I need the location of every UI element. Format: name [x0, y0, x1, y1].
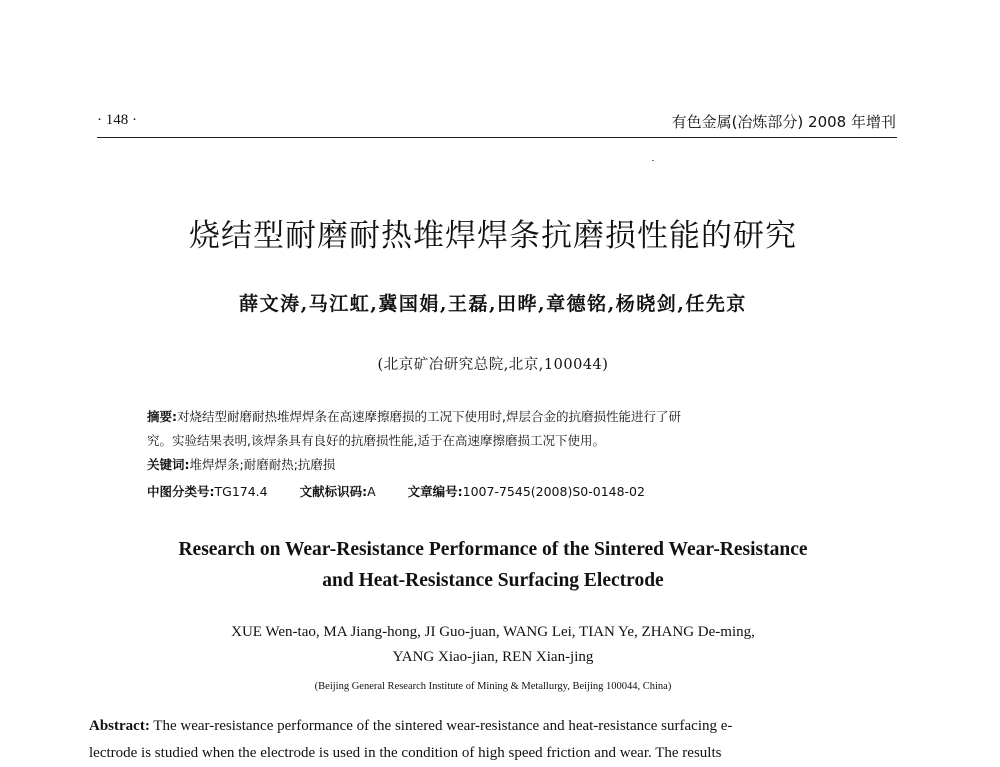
- english-abstract-line-2: lectrode is studied when the electrode is used in the condition of high speed friction and wear. The results: [89, 745, 722, 761]
- classification-line: [147, 482, 673, 500]
- chinese-keywords: 关键词:堆焊焊条;耐磨耐热;抗磨损: [147, 457, 336, 472]
- english-title: Research on Wear-Resistance Performance of the Sintered Wear-Resistance and Heat-Resistance Surfacing Electrode: [178, 539, 808, 591]
- article-number: 文章编号:1007-7545(2008)S0-0148-02: [407, 484, 645, 499]
- english-authors: XUE Wen-tao, MA Jiang-hong, JI Guo-juan, WANG Lei, TIAN Ye, ZHANG De-ming, YANG Xiao-jian, REN Xian-jing: [231, 624, 755, 665]
- chinese-title: 烧结型耐磨耐热堆焊焊条抗磨损性能的研究: [189, 218, 797, 254]
- chinese-abstract: [147, 405, 847, 477]
- document-code: 文献标识码:A: [299, 484, 376, 499]
- journal-header: 有色金属(冶炼部分) 2008 年增刊: [671, 113, 896, 131]
- english-abstract-label: Abstract:: [89, 718, 150, 734]
- page-number: · 148 ·: [97, 112, 137, 128]
- scan-speck: [652, 160, 654, 161]
- chinese-abstract-label: 摘要:: [147, 409, 177, 424]
- chinese-abstract-line-2: 究。实验结果表明,该焊条具有良好的抗磨损性能,适于在高速摩擦磨损工况下使用。: [147, 433, 605, 448]
- chinese-abstract-line-1: 摘要:对烧结型耐磨耐热堆焊焊条在高速摩擦磨损的工况下使用时,焊层合金的抗磨损性能进行了研: [147, 409, 681, 424]
- english-abstract-line-1: Abstract: The wear-resistance performance of the sintered wear-resistance and heat-resistance surfacing e-: [89, 718, 733, 734]
- keywords-label: 关键词:: [147, 457, 190, 472]
- clc-number: 中图分类号:TG174.4: [147, 484, 268, 499]
- english-abstract: [89, 713, 897, 767]
- header-rule: [97, 137, 897, 138]
- chinese-affiliation: (北京矿冶研究总院,北京,100044): [377, 357, 609, 373]
- chinese-authors: 薛文涛,马江虹,冀国娟,王磊,田晔,章德铭,杨晓剑,任先京: [239, 293, 747, 315]
- english-affiliation: (Beijing General Research Institute of Mining & Metallurgy, Beijing 100044, China): [314, 681, 672, 692]
